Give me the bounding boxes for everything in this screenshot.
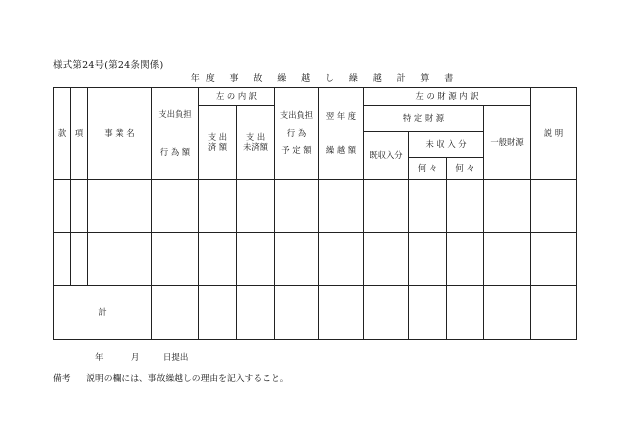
header-yotei-line1: 支出負担 [279, 110, 314, 121]
header-mi-zumi-line1: 支 出 [245, 131, 266, 142]
total-row [54, 286, 577, 340]
cell [447, 286, 484, 340]
cell [447, 233, 484, 286]
cell [199, 180, 237, 233]
cell [531, 180, 577, 233]
header-shishutsu-futan-label: 支出負担 [158, 108, 192, 119]
cell [54, 233, 71, 286]
header-kurikoshi-gaku [319, 88, 364, 180]
cell [199, 233, 237, 286]
header-yotei-line3: 予 定 額 [281, 145, 312, 156]
cell [54, 180, 71, 233]
cell [484, 180, 531, 233]
document-title: 年度 事 故 繰 越 し 繰 越 計 算 書 [190, 74, 460, 84]
header-shishutsu-futan [152, 88, 199, 180]
cell [275, 180, 319, 233]
header-zaigen-uchiwake: 左 の 財 源 内 訳 [364, 88, 531, 106]
cell [447, 180, 484, 233]
form-number: 様式第24号(第24条関係) [53, 60, 164, 71]
calculation-table [53, 87, 577, 340]
table-row [54, 180, 577, 233]
date-year: 年 [95, 353, 104, 363]
header-row-1 [54, 88, 577, 106]
header-mishu-nyu: 未 収 入 分 [409, 132, 484, 158]
header-ippan-zaigen: 一般財源 [484, 106, 531, 180]
header-kou: 項 [71, 88, 88, 180]
header-hidari-uchiwake: 左 の 内 訳 [199, 88, 275, 106]
header-kan: 款 [54, 88, 71, 180]
header-shishutsu-zumi-line2: 済 額 [207, 141, 228, 152]
cell [152, 286, 199, 340]
cell [152, 180, 199, 233]
cell [484, 286, 531, 340]
header-mi-zumi-line2: 未済額 [243, 141, 268, 152]
header-yotei-gaku [275, 88, 319, 180]
cell [484, 233, 531, 286]
cell [531, 233, 577, 286]
cell [409, 233, 447, 286]
table-row [54, 233, 577, 286]
cell [409, 180, 447, 233]
cell [409, 286, 447, 340]
header-tokutei-zaigen: 特 定 財 源 [364, 106, 484, 132]
total-label: 計 [54, 286, 152, 340]
cell [319, 180, 364, 233]
header-nanika-1: 何 々 [409, 158, 447, 180]
cell [531, 286, 577, 340]
cell [237, 233, 275, 286]
header-mi-zumi [237, 106, 275, 180]
cell [88, 233, 152, 286]
cell [71, 180, 88, 233]
cell [152, 233, 199, 286]
cell [275, 233, 319, 286]
header-shishutsu-zumi [199, 106, 237, 180]
remarks [53, 371, 289, 384]
cell [319, 286, 364, 340]
cell [88, 180, 152, 233]
header-jigyomei: 事 業 名 [88, 88, 152, 180]
header-setsumei: 説 明 [531, 88, 577, 180]
cell [364, 233, 409, 286]
header-kishu-nyu: 既収入分 [364, 132, 409, 180]
remarks-label: 備考 [53, 374, 71, 384]
header-yotei-line2: 行 為 [286, 127, 307, 138]
date-day: 日提出 [162, 353, 189, 363]
header-kurikoshi-label: 繰 越 額 [325, 144, 357, 155]
cell [364, 180, 409, 233]
header-nanika-2: 何 々 [447, 158, 484, 180]
header-shishutsu-zumi-line1: 支 出 [207, 131, 228, 142]
cell [319, 233, 364, 286]
header-yokunendo-label: 翌 年 度 [325, 110, 357, 121]
cell [237, 286, 275, 340]
header-koui-gaku-label: 行 為 額 [159, 146, 191, 157]
cell [237, 180, 275, 233]
cell [71, 233, 88, 286]
cell [275, 286, 319, 340]
cell [199, 286, 237, 340]
remarks-text: 説明の欄には、事故繰越しの理由を記入すること。 [86, 374, 289, 384]
cell [364, 286, 409, 340]
submission-date-line [95, 351, 188, 363]
date-month: 月 [130, 353, 140, 363]
